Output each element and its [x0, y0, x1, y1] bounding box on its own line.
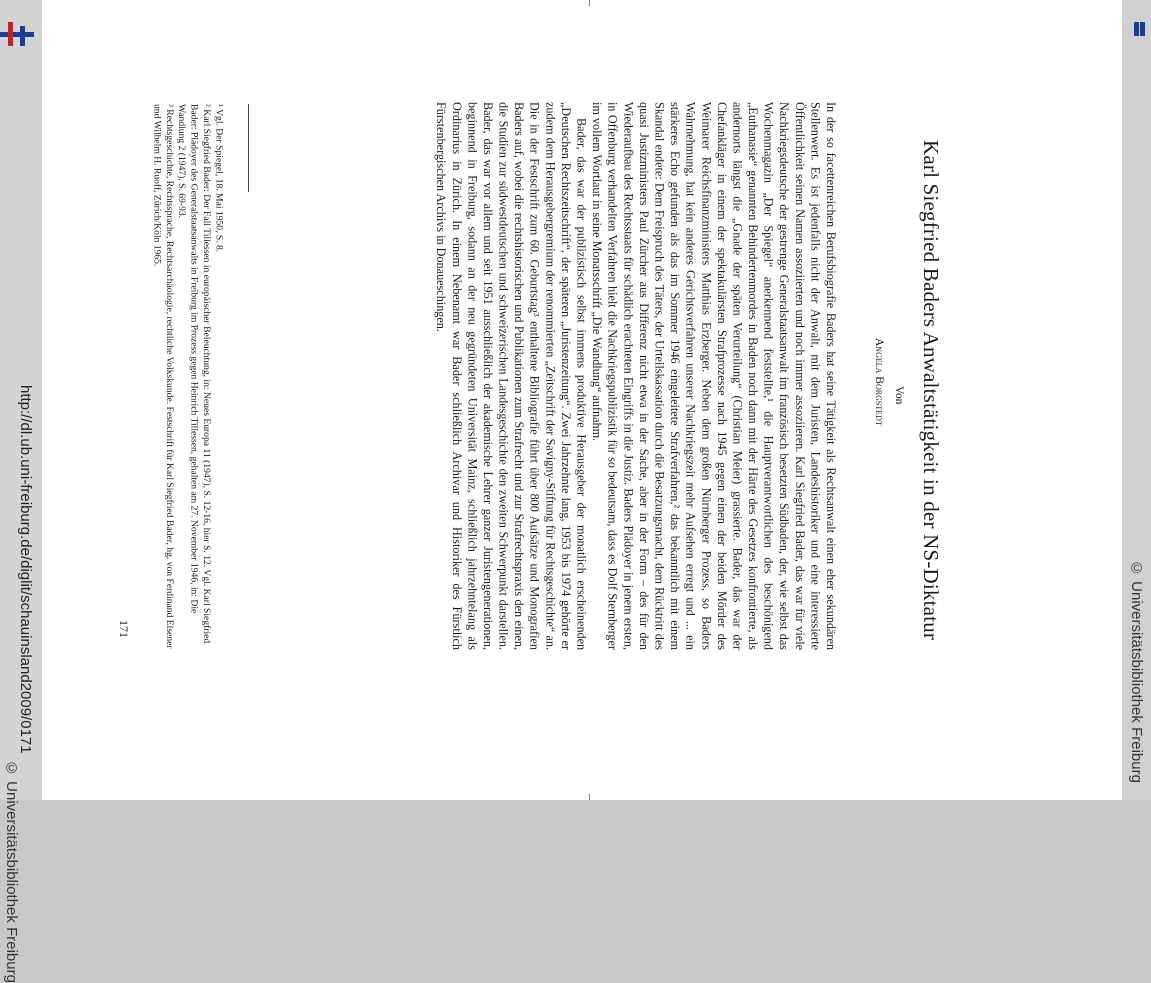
- copyright-left: © Universitätsbibliothek Freiburg: [3, 760, 20, 983]
- left-gutter: [0, 0, 42, 983]
- article-title: Karl Siegfried Baders Anwaltstätigkeit in der NS-Diktatur: [919, 140, 943, 641]
- footnote: ¹ Vgl. Der Spiegel, 18. Mai 1950, S. 8.: [213, 104, 225, 253]
- page-number: 171: [117, 620, 131, 638]
- right-gutter: [1122, 0, 1151, 800]
- source-url-left[interactable]: http://dl.ub.uni-freiburg.de/diglit/schauinsland2009/0171: [17, 385, 34, 754]
- paragraph: Bader, das war der publizistisch selbst immens produktive Herausgeber der monatlich erscheinenden „Deutschen Rechtszeitschrift“, der späteren „Juristenzeitung“. Zwei Jahrzehnte lang, 1953 bis 1974 gehörte er zudem dem Herausgebergremium der renommierten „Zeitschrift der Savigny-Stiftung für Rechtsgeschichte“ an. Die in der Festschrift zum 60. Geburtstag³ enthaltene Bibliografie führt über 800 Aufsätze und Monografien Baders auf, wobei die rechtshistorischen und Publikationen zum Strafrecht und zur Strafrechtspraxis den einen, die Studien zur südwestdeutschen und schweizerischen Landesgeschichte den zweiten Schwerpunkt darstellen. Bader, das war vor allem und seit 1951 ausschließlich der akademische Lehrer ganzer Juristengenerationen, beginnend in Freiburg, sodann an der neu gegründeten Universität Mainz, schließlich jahrzehntelang als Ordinarius in Zürich. In einem Nebenamt war Bader schließlich Archivar und Historiker des Fürstlich Fürstenbergischen Archivs in Donaueschingen.: [434, 102, 589, 650]
- crop-mark: [589, 794, 590, 800]
- footnotes: [150, 104, 224, 650]
- footnote: ³ Rechtsgeschichte, Rechtssprache, Rechtsarchäologie, rechtliche Volkskunde. Festschrift für Karl Siegfried Bader, hg. von Ferdinand Elsener und Wilhelm H. Ruoff, Zürich/Köln 1965.: [151, 104, 175, 649]
- footnote: ² Karl Siegfried Bader: Der Fall Tillessen in europäischer Beleuchtung, in: Neues Europa 11 (1947), S. 12-16, hier S. 12. Vgl. Karl Siegfried Bader: Plädoyer des Generalstaatsanwalts in Freiburg im Prozess gegen Heinrich Tillessen, gehalten am 27. November 1946, in: Die Wandlung 2 (1947), S. 69-93.: [176, 104, 213, 644]
- article-body: [300, 102, 838, 650]
- footnote-rule: [248, 104, 249, 192]
- paragraph: In der so facettenreichen Berufsbiografie Baders hat seine Tätigkeit als Rechtsanwalt einen eher sekundären Stellenwert. Es ist jedenfalls nicht der Anwalt, mit dem Juristen, Landeshistoriker und eine interessierte Öffentlichkeit seinen Namen assoziierten und noch immer assoziieren. Karl Siegfried Bader, das war für viele Nachkriegsdeutsche der gestrenge Generalstaatsanwalt im französisch besetzten Südbaden, der, wie selbst das Wochenmagazin „Der Spiegel“ anerkennend feststellte,¹ die Hauptverantwortlichen des beschönigend „Euthanasie“ genannten Behindertenmordes in Baden noch dann mit der Härte des Gesetzes konfrontierte, als andernorts längst die „Gnade der späten Verurteilung“ (Christian Meier) grassierte. Bader, das war der Chefankläger in einem der spektakulärsten Strafprozesse nach 1945 gegen einen der beiden Mörder des Weimarer Reichsfinanzministers Matthias Erzberger. Neben dem großen Nürnberger Prozess, so Baders Wahrnehmung, hat kein anderes Gerichtsverfahren unserer Nachkriegszeit mehr Aufsehen erregt und ... ein stärkeres Echo gefunden als das im Sommer 1946 eingeleitete Strafverfahren,² das bekanntlich mit einem Skandal endete: Dem Freispruch des Täters, der Urteilskassation durch die Besatzungsmacht, dem Rücktritt des quasi Justizministers Paul Zürcher aus Differenz nicht etwa in der Sache, aber in der Form – des für den Wiederaufbau des Rechtsstaats für schädlich erachteten Eingriffs in die Justiz. Baders Plädoyer in jenem ersten, in Offenburg verhandelten Verfahren hielt die Nachkriegspublizistik für so bedeutsam, dass es Dolf Sternberger im vollem Wortlaut in seine Monatsschrift „Die Wandlung“ aufnahm.: [590, 102, 838, 650]
- article-author: Angela Borgstedt: [873, 338, 885, 426]
- byline-von: Von: [893, 386, 905, 405]
- crop-mark: [589, 0, 590, 6]
- copyright-right: © Universitätsbibliothek Freiburg: [1128, 560, 1145, 783]
